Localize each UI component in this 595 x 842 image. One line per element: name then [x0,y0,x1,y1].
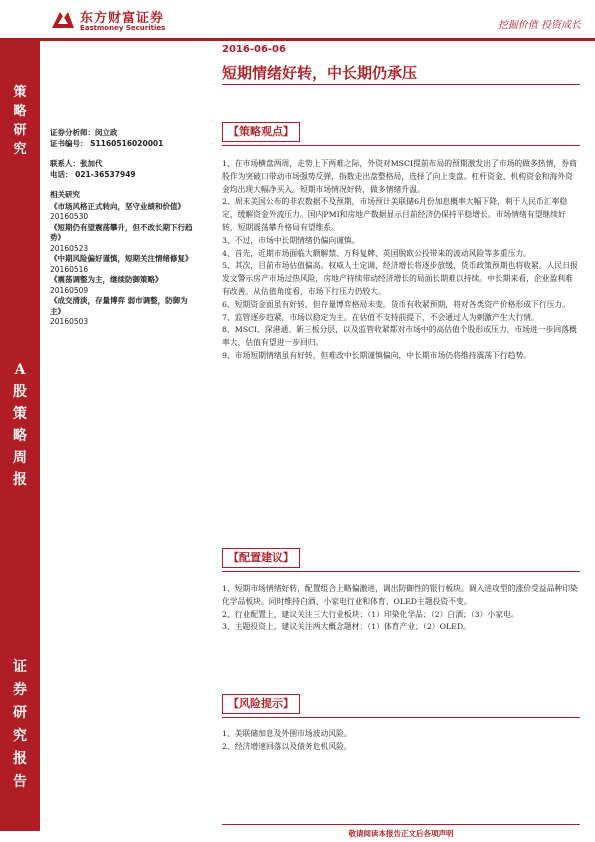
related-item-title: 《震荡调整为主，继续防御策略》 [50,275,163,284]
title-divider [222,84,580,85]
allocation-paragraph: 3、主题投资上，建议关注两大概念题材：（1）体育产业；（2）OLED。 [222,622,471,632]
contact-phone: 电话： 021-36537949 [50,169,136,179]
contact-block [50,159,198,180]
related-item-date: 20160516 [50,264,89,274]
section-divider-view [222,145,580,146]
sidebar-label-category [0,83,40,159]
section-body-allocation [222,583,580,634]
view-paragraph: 7、监管逐步趋紧，市场以稳定为主。在估值不支持前提下，不会通过人为刺激产生大行情。 [222,312,539,322]
report-date: 2016-06-06 [222,44,286,55]
company-logo [50,6,200,34]
related-item-date: 20160530 [50,212,89,221]
allocation-paragraph: 1、短期市场情绪好转，配置组合上略偏激进，调出防御性的银行板块。调入进攻型的涨价受益品种印染化学品板块。同时维持白酒、小家电行业和体育、OLED主题投资不变。 [222,584,578,606]
logo-name-cn: 东方财富证券 [80,11,165,26]
related-item-date: 20160503 [50,317,89,326]
sidebar-label-doc [0,656,40,794]
section-divider-allocation [222,571,580,572]
analyst-info-column [50,128,198,338]
related-research [50,190,198,328]
related-item[interactable] [50,254,198,275]
analyst-cert: 证书编号： S1160516020001 [50,138,164,148]
analyst-name: 证券分析师：闵立政 [50,128,118,137]
related-item[interactable] [50,202,198,223]
sidebar-label-type [0,359,40,491]
sidebar-category-text: 策略研究 [13,85,27,157]
analyst-block [50,128,198,149]
related-item-title: 《成交清淡，存量博弈 弱市调整，防御为主》 [50,296,188,316]
section-heading-view: 【策略观点】 [222,122,300,142]
related-item[interactable] [50,223,198,255]
related-item[interactable] [50,296,198,328]
sidebar-type-text: A股策略周报 [13,362,27,488]
view-paragraph: 5、其次，目前市场估值偏高。权威人士定调，经济增长将逐步放缓，货币政策预期也将收紧。人民日报发文警示房产市场过热风险，房地产持续带动经济增长的局面长期难以持续。中长期来看，企业盈利难有改善。从估值角度看，市场下行压力仍较大。 [222,261,578,296]
page-header [0,0,595,40]
allocation-paragraph: 2、行业配置上，建议关注三大行业板块：（1）印染化学品；（2）白酒；（3）小家电。 [222,609,519,619]
view-paragraph: 4、首先，近期市场面临大额解禁、万科复牌、英国脱欧公投带来的波动风险等多重压力。 [222,248,532,258]
left-sidebar [0,41,40,831]
sidebar-doc-text: 证券研究报告 [13,659,27,790]
view-paragraph: 8、MSCI、深港通、新三板分层，以及监管收紧都对市场中的高估值个股形成压力，市场进一步回落概率大，估值有望进一步回归。 [222,325,577,348]
contact-name: 联系人：张加代 [50,159,103,168]
related-item-title: 《市场风格正式转向，坚守业绩和价值》 [50,201,185,211]
related-item-title: 《中期风险偏好谨慎，短期关注情绪修复》 [50,254,193,263]
section-heading-allocation: 【配置建议】 [222,548,300,568]
logo-mark-icon [50,8,76,30]
footer-disclaimer[interactable]: 敬请阅读本报告正文后各项声明 [348,829,454,838]
view-paragraph: 9、市场短期情绪虽有好转，但难改中长期谨慎偏向，中长期市场仍将维持震荡下行趋势。 [222,350,532,360]
risk-paragraph: 2、经济增速回落以及债务危机风险。 [222,741,352,751]
related-item[interactable] [50,275,198,296]
report-title: 短期情绪好转，中长期仍承压 [222,64,418,82]
view-paragraph: 2、周末美国公布的非农数据不及预期，市场预计美联储6月份加息概率大幅下降，利于人民币汇率稳定，缓解资金外流压力。国内PMI和房地产数据显示目前经济仍保持平稳增长。市场情绪有望继续好转，短期震荡攀升格局有望维系。 [222,197,568,232]
related-research-title: 相关研究 [50,190,80,199]
section-body-risk [222,728,580,754]
header-slogan: 挖掘价值 投资成长 [497,20,581,31]
header-divider [0,38,595,41]
related-item-date: 20160523 [50,243,89,253]
section-heading-risk: 【风险提示】 [222,694,300,714]
section-divider-risk [222,717,580,718]
view-paragraph: 3、不过，市场中长期情绪仍偏向谨慎。 [222,235,360,245]
logo-name-en: Eastmoney Securities [80,24,166,32]
section-body-view [222,158,580,363]
risk-paragraph: 1、美联储加息及外围市场波动风险。 [222,729,352,738]
view-paragraph: 6、短期资金面虽有好转，但存量博弈格局未变。货币有收紧预期，将对各类资产价格形成下行压力。 [222,299,571,309]
related-item-date: 20160509 [50,285,89,295]
view-paragraph: 1、在市场横盘两周，走势上下两难之际，外资对MSCI提前布局的预期激发出了市场的做多热情，券商股作为突破口带动市场强势反弹，指数走出盘整格局，选择了向上变盘。杠杆资金、机构资金和海外资金均出现大幅净买入。短期市场情况好转，做多情绪升温。 [222,159,577,194]
related-item-title: 《短期仍有望震荡攀升，但不改长期下行趋势》 [50,222,193,242]
footer-divider [222,824,580,825]
